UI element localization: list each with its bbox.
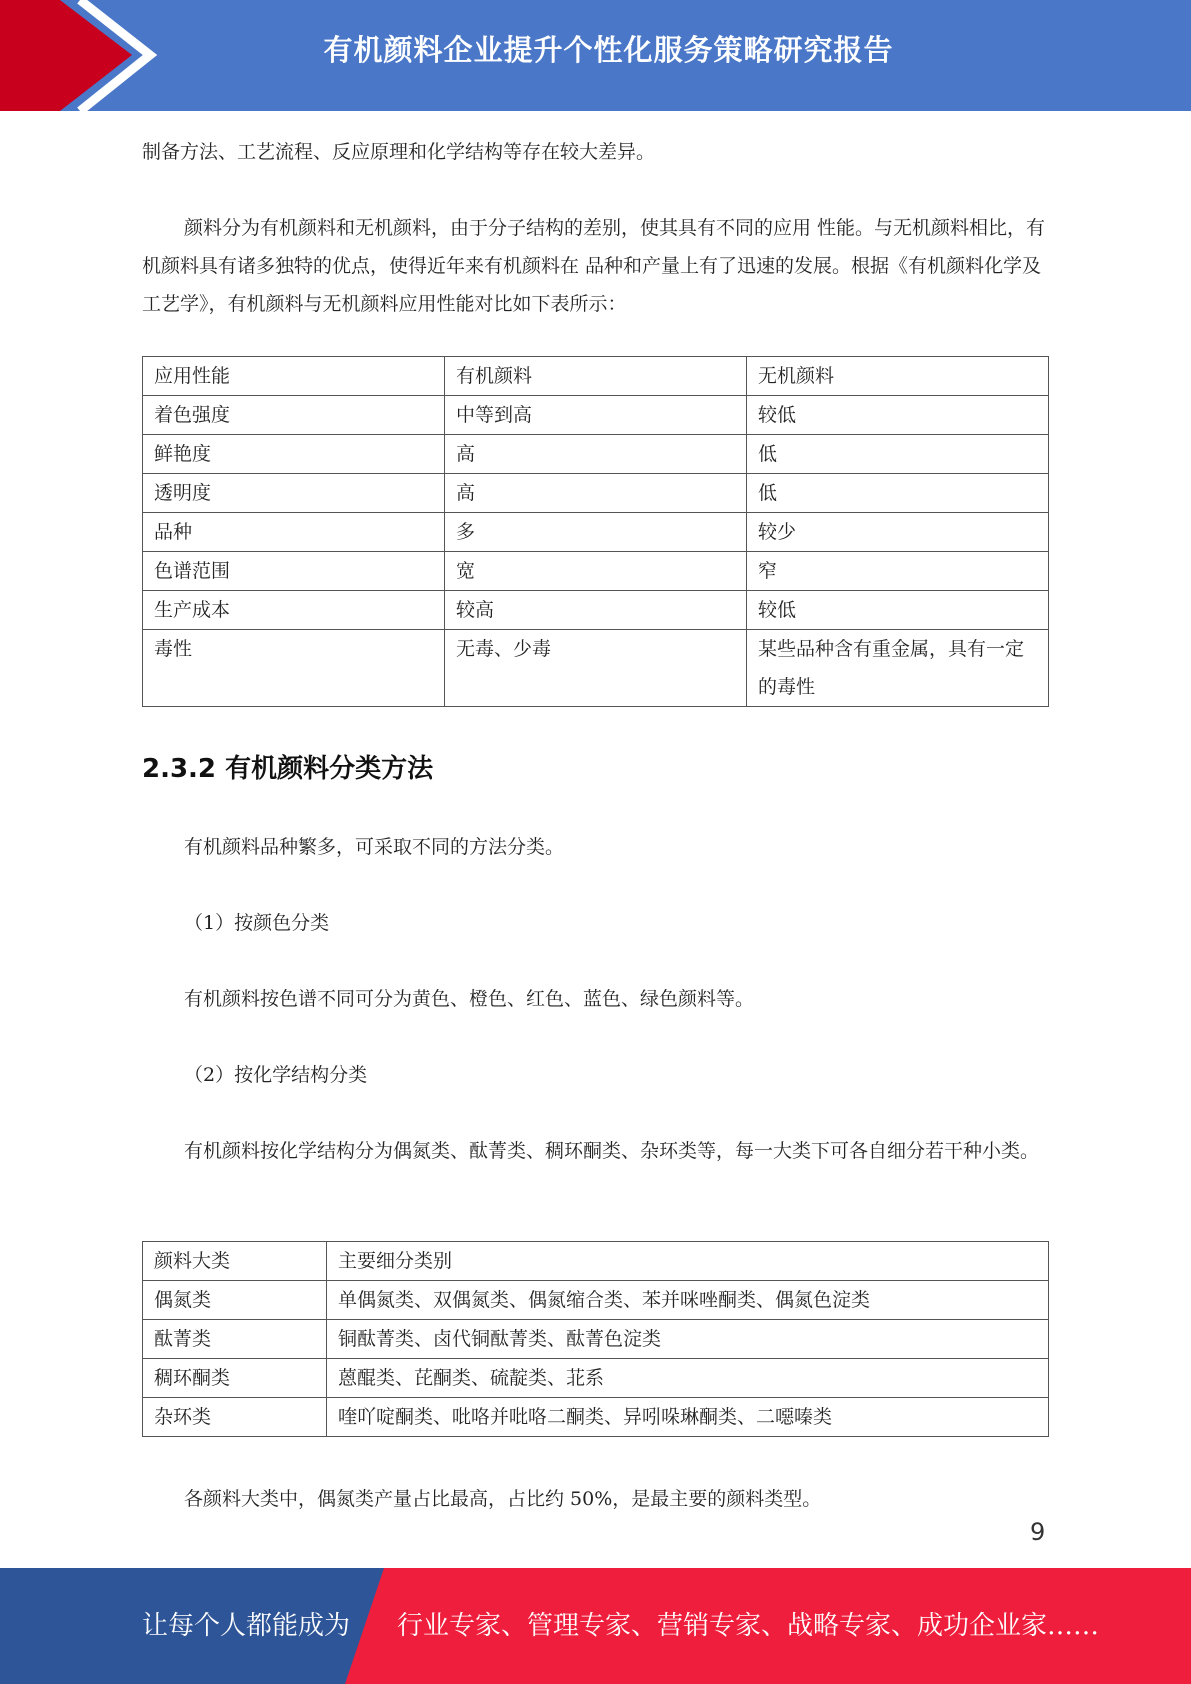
table-cell: 无毒、少毒 bbox=[445, 630, 747, 707]
table-row bbox=[143, 591, 1049, 630]
header-banner bbox=[0, 0, 1191, 111]
footer-banner bbox=[0, 1568, 1191, 1684]
table-cell: 毒性 bbox=[143, 630, 445, 707]
table-row bbox=[143, 630, 1049, 707]
report-title: 有机颜料企业提升个性化服务策略研究报告 bbox=[323, 33, 894, 67]
table-row bbox=[143, 435, 1049, 474]
table-cell: 较低 bbox=[747, 396, 1049, 435]
table-cell: 多 bbox=[445, 513, 747, 552]
table-row bbox=[143, 513, 1049, 552]
table-row bbox=[143, 1398, 1049, 1437]
performance-comparison-table bbox=[142, 356, 1049, 707]
paragraph-5: 有机颜料按色谱不同可分为黄色、橙色、红色、蓝色、绿色颜料等。 bbox=[184, 988, 755, 1010]
table-cell: 较低 bbox=[747, 591, 1049, 630]
table-cell: 宽 bbox=[445, 552, 747, 591]
table-cell: 较少 bbox=[747, 513, 1049, 552]
section-heading-wrapper bbox=[142, 748, 1048, 785]
table-cell: 生产成本 bbox=[143, 591, 445, 630]
conclusion-paragraph bbox=[142, 1480, 1048, 1518]
classification-table bbox=[142, 1241, 1049, 1437]
table-cell: 无机颜料 bbox=[747, 357, 1049, 396]
table-cell: 某些品种含有重金属，具有一定的毒性 bbox=[747, 630, 1049, 707]
paragraph-4: （1）按颜色分类 bbox=[184, 912, 330, 934]
table-cell: 品种 bbox=[143, 513, 445, 552]
by-color-text bbox=[142, 980, 1048, 1018]
table-header-row bbox=[143, 357, 1049, 396]
table-cell: 杂环类 bbox=[143, 1398, 327, 1437]
by-structure-text bbox=[142, 1132, 1048, 1170]
table-cell: 低 bbox=[747, 435, 1049, 474]
table-cell: 蒽醌类、芘酮类、硫靛类、苝系 bbox=[327, 1359, 1049, 1398]
table-cell: 铜酞菁类、卤代铜酞菁类、酞菁色淀类 bbox=[327, 1320, 1049, 1359]
table-cell: 透明度 bbox=[143, 474, 445, 513]
table-cell: 颜料大类 bbox=[143, 1242, 327, 1281]
table-row bbox=[143, 1359, 1049, 1398]
footer-slogan-left: 让每个人都能成为 bbox=[142, 1611, 351, 1641]
table-row bbox=[143, 474, 1049, 513]
page-number: 9 bbox=[1030, 1518, 1046, 1546]
section-heading: 2.3.2 有机颜料分类方法 bbox=[142, 754, 434, 784]
table-cell: 高 bbox=[445, 435, 747, 474]
table-cell: 主要细分类别 bbox=[327, 1242, 1049, 1281]
table-cell: 着色强度 bbox=[143, 396, 445, 435]
classification-intro bbox=[142, 828, 1048, 866]
table-cell: 较高 bbox=[445, 591, 747, 630]
table-header-row bbox=[143, 1242, 1049, 1281]
table-cell: 中等到高 bbox=[445, 396, 747, 435]
table-row bbox=[143, 1281, 1049, 1320]
table-cell: 有机颜料 bbox=[445, 357, 747, 396]
table-row bbox=[143, 552, 1049, 591]
paragraph-3: 有机颜料品种繁多，可采取不同的方法分类。 bbox=[184, 836, 565, 858]
table-cell: 酞菁类 bbox=[143, 1320, 327, 1359]
intro-paragraph bbox=[142, 133, 1048, 171]
paragraph-8: 各颜料大类中，偶氮类产量占比最高，占比约 50%，是最主要的颜料类型。 bbox=[184, 1488, 822, 1510]
table-cell: 稠环酮类 bbox=[143, 1359, 327, 1398]
paragraph-2: 颜料分为有机颜料和无机颜料，由于分子结构的差别，使其具有不同的应用 性能。与无机颜料相比，有机颜料具有诸多独特的优点，使得近年来有机颜料在 品种和产量上有了迅速的发展。根据《有机颜料化学及工艺学》，有机颜料与无机颜料应用性能对比如下表所示： bbox=[142, 217, 1046, 315]
table-row bbox=[143, 1320, 1049, 1359]
table-cell: 应用性能 bbox=[143, 357, 445, 396]
paragraph-7: 有机颜料按化学结构分为偶氮类、酞菁类、稠环酮类、杂环类等，每一大类下可各自细分若干种小类。 bbox=[184, 1140, 1040, 1162]
footer-slogan-right: 行业专家、管理专家、营销专家、战略专家、成功企业家…… bbox=[397, 1611, 1100, 1641]
table-cell: 色谱范围 bbox=[143, 552, 445, 591]
by-structure-heading bbox=[142, 1056, 1048, 1094]
table-cell: 喹吖啶酮类、吡咯并吡咯二酮类、异吲哚琳酮类、二噁嗪类 bbox=[327, 1398, 1049, 1437]
classification-table-wrapper bbox=[142, 1241, 1048, 1437]
paragraph-1: 制备方法、工艺流程、反应原理和化学结构等存在较大差异。 bbox=[142, 141, 656, 163]
pigment-comparison-intro bbox=[142, 209, 1048, 323]
table-cell: 单偶氮类、双偶氮类、偶氮缩合类、苯并咪唑酮类、偶氮色淀类 bbox=[327, 1281, 1049, 1320]
by-color-heading bbox=[142, 904, 1048, 942]
table-cell: 高 bbox=[445, 474, 747, 513]
table-cell: 窄 bbox=[747, 552, 1049, 591]
table-cell: 偶氮类 bbox=[143, 1281, 327, 1320]
table-cell: 鲜艳度 bbox=[143, 435, 445, 474]
paragraph-6: （2）按化学结构分类 bbox=[184, 1064, 368, 1086]
table-row bbox=[143, 396, 1049, 435]
table-cell: 低 bbox=[747, 474, 1049, 513]
comparison-table-wrapper bbox=[142, 356, 1048, 707]
